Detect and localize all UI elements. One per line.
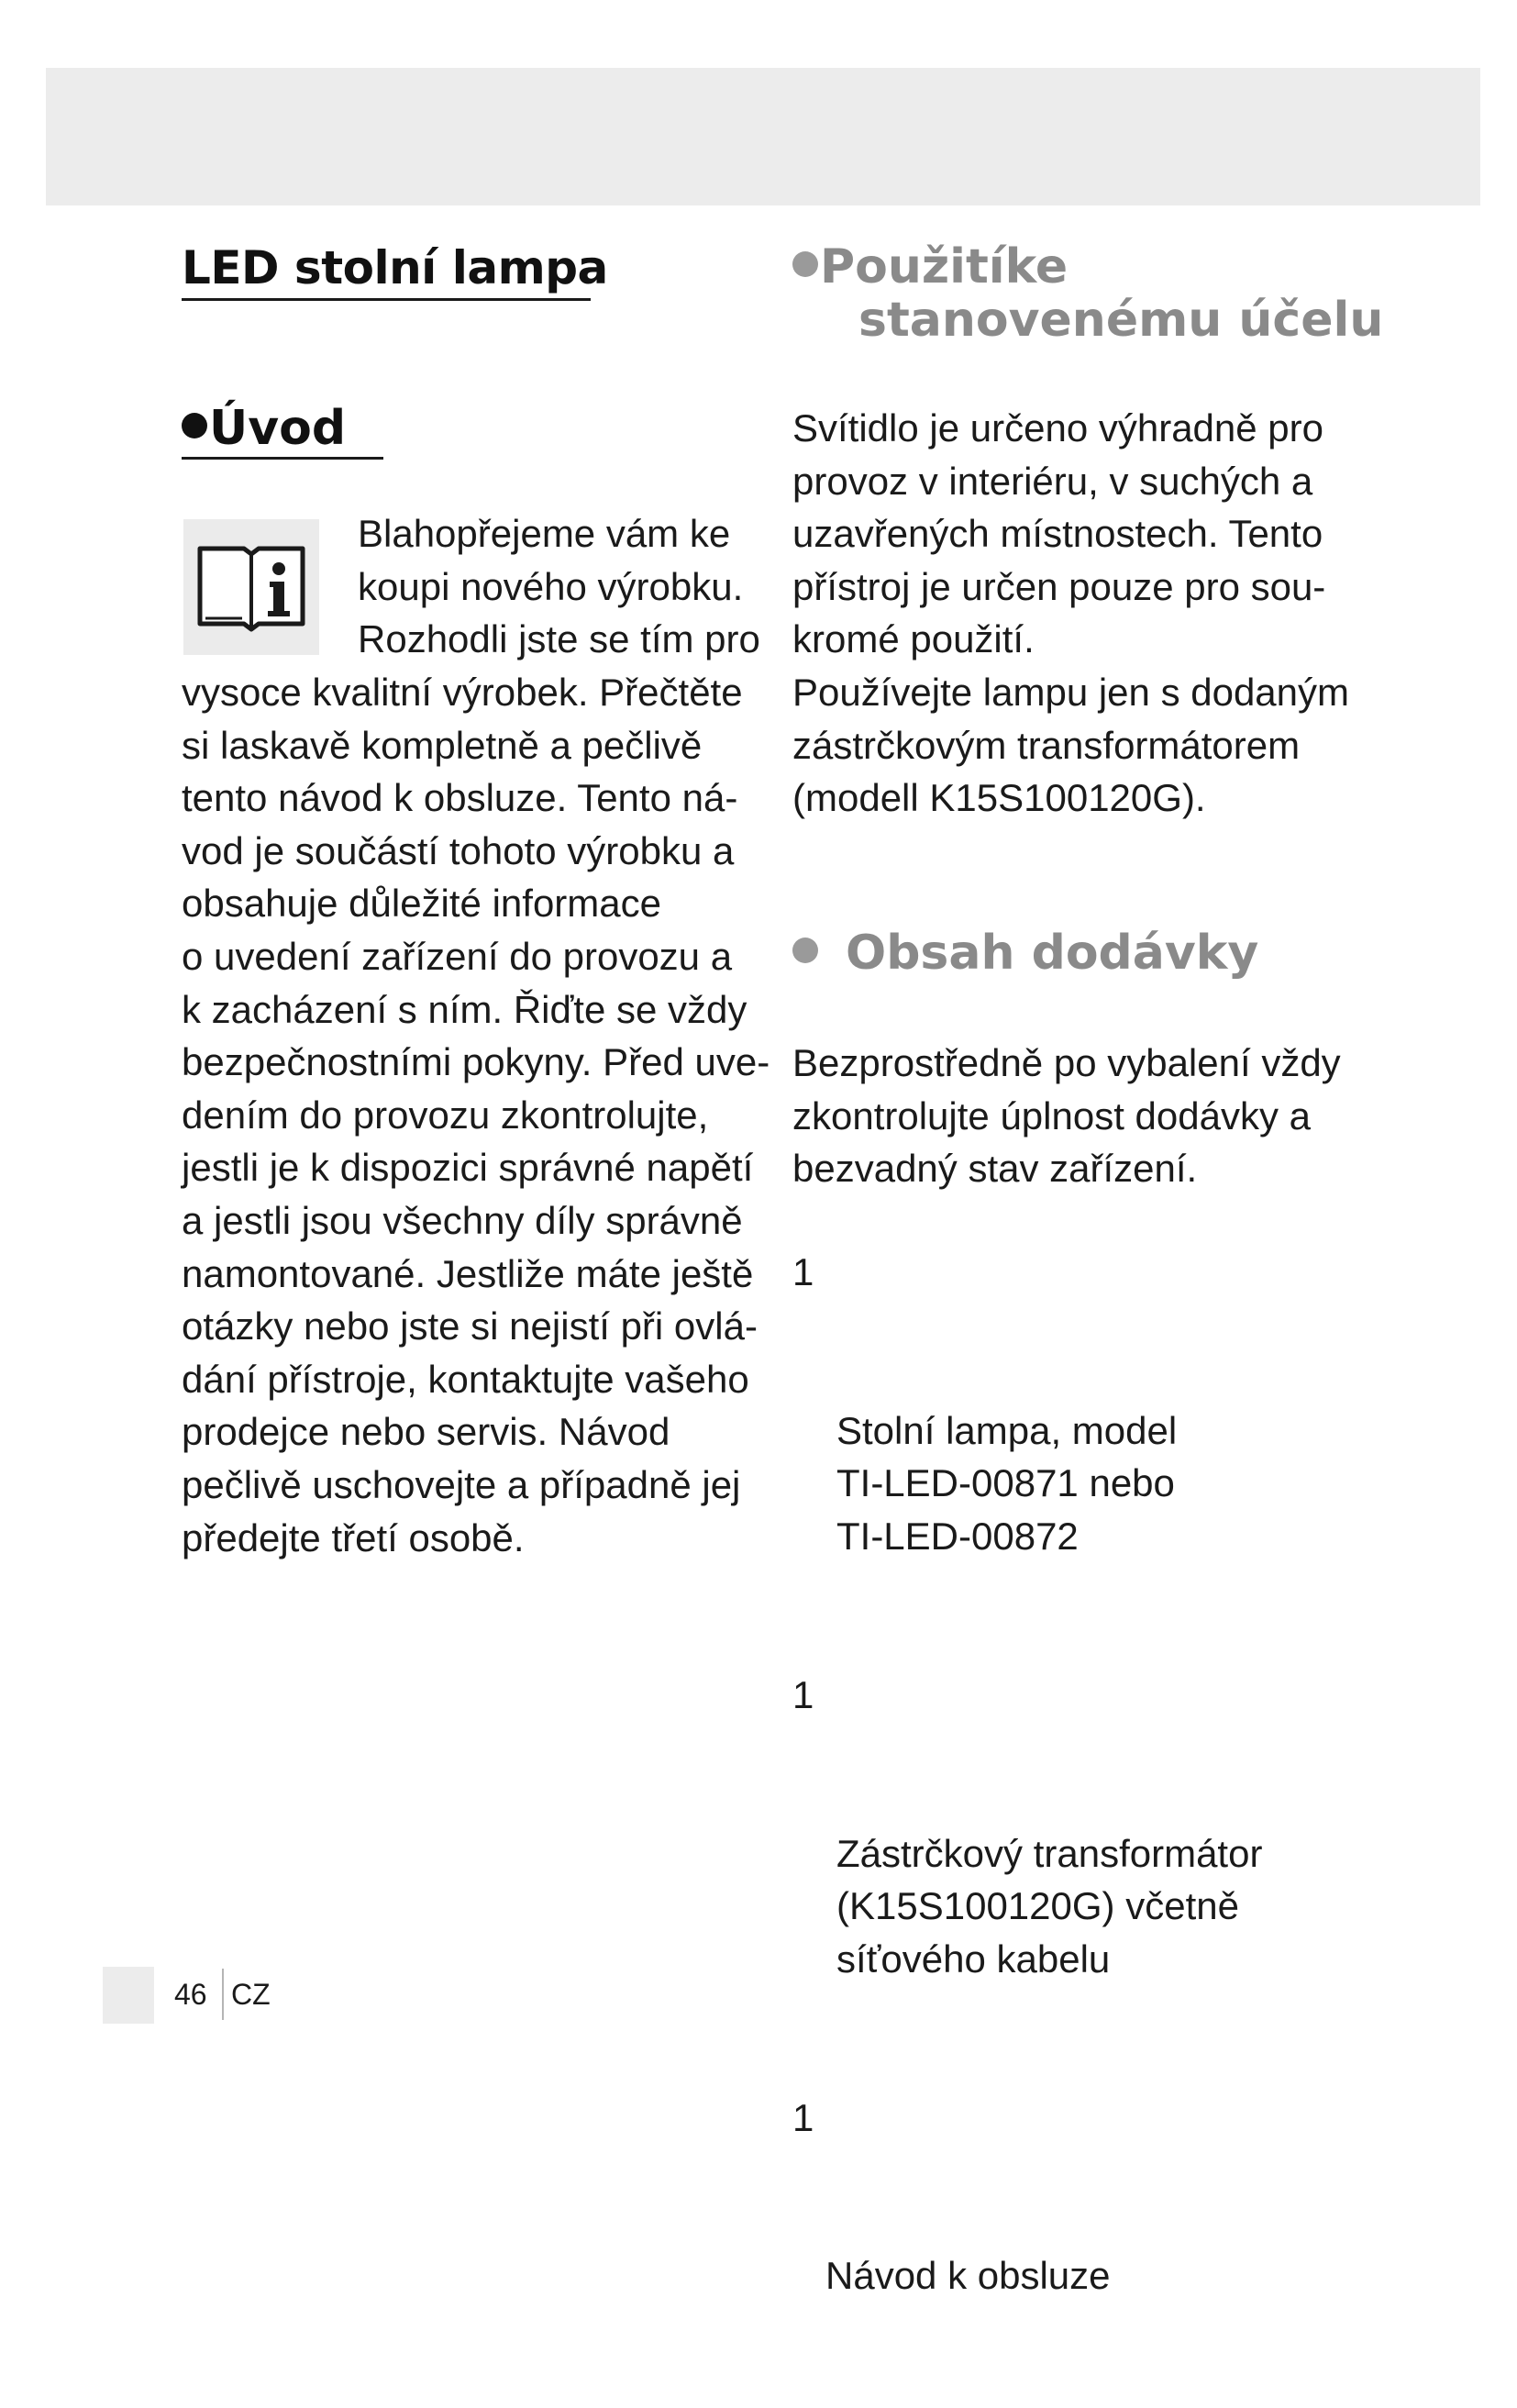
intended-use-heading-line2: stanovenému účelu [792,294,1383,347]
list-item-text: Návod k obsluze [825,2249,1262,2303]
section-heading-intro [182,402,346,455]
bullet-icon [792,251,818,277]
section-heading-intended-use [792,240,1383,347]
list-item [792,2092,1262,2408]
section-heading-delivery [792,927,1258,980]
intro-paragraph: vysoce kvalitní výrobek. Přečtěte si laskavě kompletně a pečlivě tento návod k obsluze. Tento ná- vod je součástí tohoto výrobku a obsahuje důležité informace o uvedení zařízení do provozu a k zacházení s ním. Řiďte se vždy bezpečnostními pokyny. Před uve- dením do provozu zkontrolujte, jestli je k dispozici správné napětí a jestli jsou všechny díly správně namontované. Jestliže máte ještě otázky nebo jste si nejistí při ovlá- dání přístroje, kontaktujte vašeho prodejce nebo servis. Návod pečlivě uschovejte a případně jej předejte třetí osobě. [182,666,770,1564]
title-underline [182,298,591,301]
header-band [46,68,1480,205]
page-title: LED stolní lampa [182,240,608,295]
list-item-text: Stolní lampa, model TI-LED-00871 nebo TI-LED-00872 [825,1404,1262,1563]
delivery-list [792,1246,1262,2408]
bullet-icon [792,938,818,963]
bullet-icon [182,413,207,438]
info-book-icon [183,519,319,655]
list-item [792,1669,1262,2092]
footer-divider [222,1969,224,2020]
list-item-quantity: 1 [792,2092,814,2145]
intro-heading-underline [182,457,383,460]
page-number: 46 [174,1974,207,2014]
intro-heading-text: Úvod [209,401,346,456]
intended-use-heading-line1: Použitíke [820,239,1068,294]
footer-marker [103,1967,154,2024]
intro-paragraph-top: Blahopřejeme vám ke koupi nového výrobku. Rozhodli jste se tím pro [358,507,760,666]
delivery-paragraph: Bezprostředně po vybalení vždy zkontrolujte úplnost dodávky a bezvadný stav zařízení. [792,1037,1341,1195]
intended-use-paragraph: Svítidlo je určeno výhradně pro provoz v interiéru, v suchých a uzavřených místnostech. Tento přístroj je určen pouze pro sou- kromé použití. Používejte lampu jen s dodaným zástrčkovým transformátorem (modell K15S100120G). [792,402,1349,825]
list-item [792,1246,1262,1669]
list-item-text: Zástrčkový transformátor (K15S100120G) včetně síťového kabelu [825,1827,1262,1986]
list-item-quantity: 1 [792,1246,814,1299]
delivery-heading-text: Obsah dodávky [846,926,1258,981]
language-code: CZ [231,1974,271,2014]
list-item-quantity: 1 [792,1669,814,1722]
